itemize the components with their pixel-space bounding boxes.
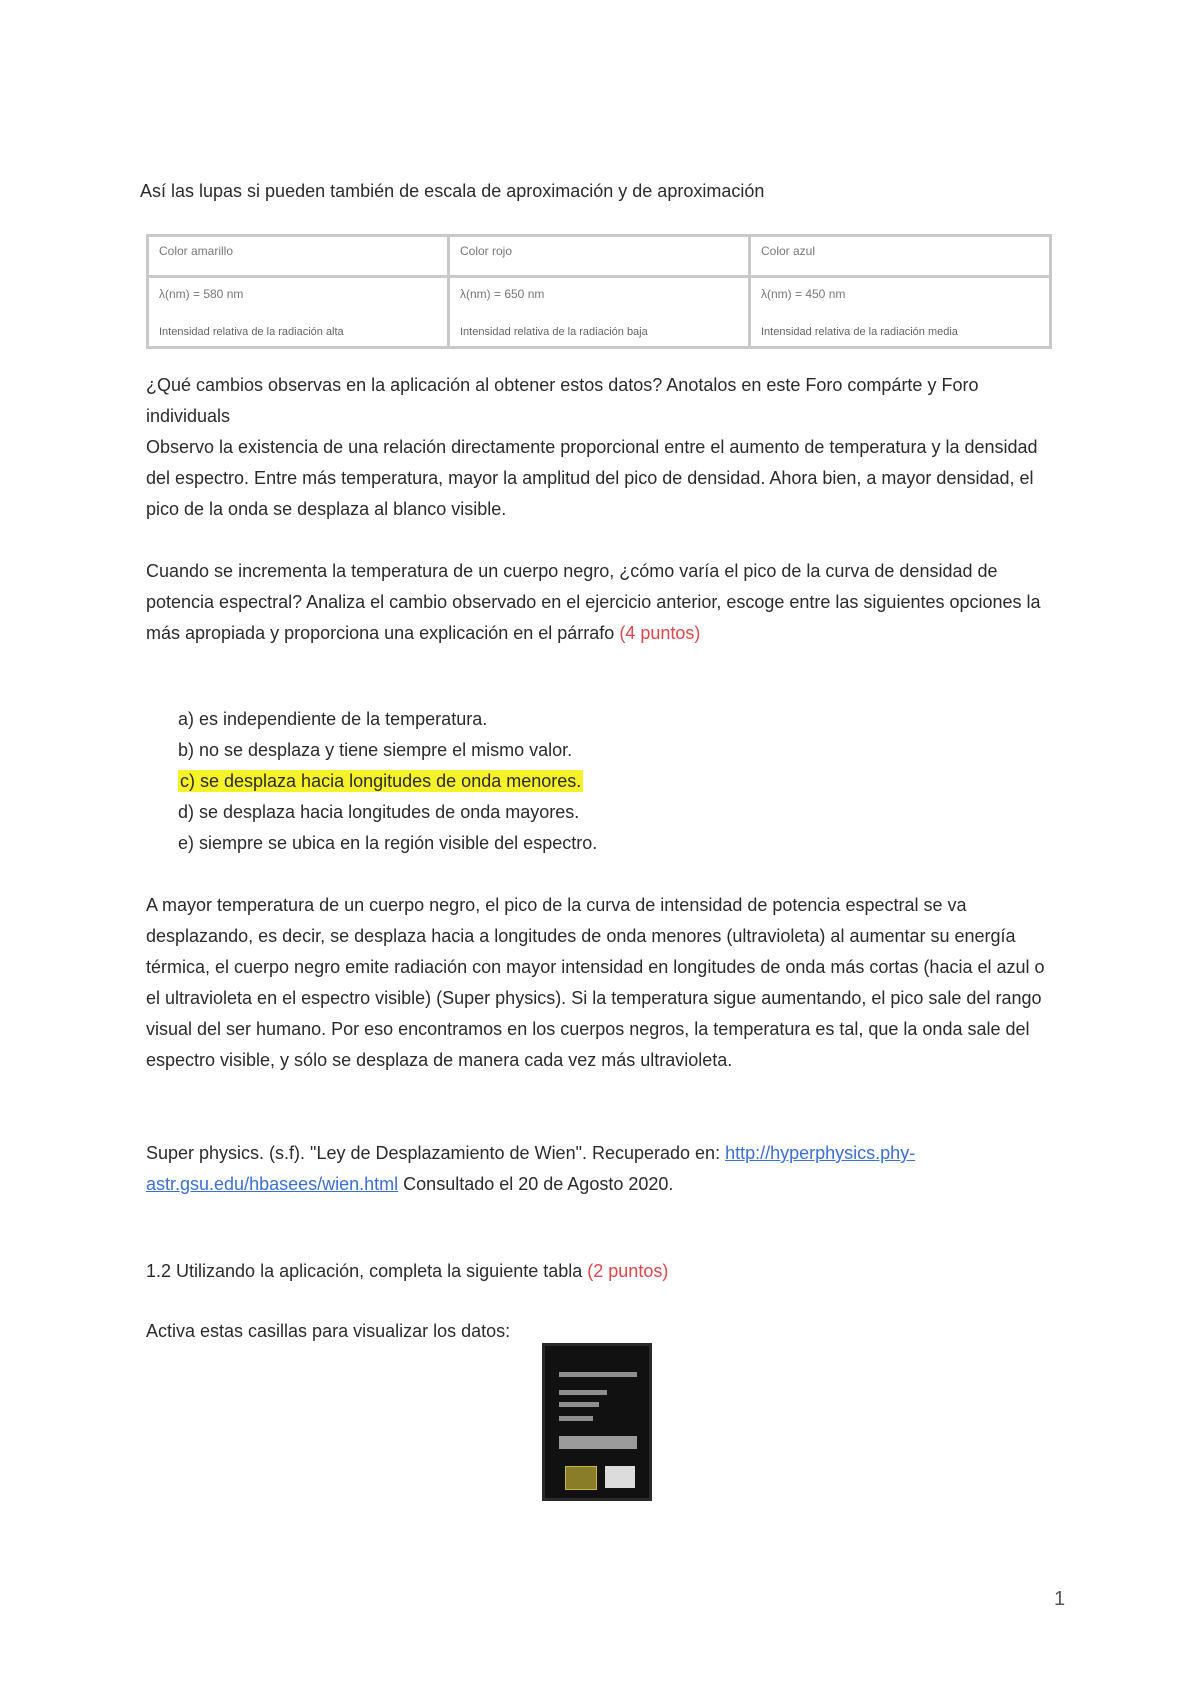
thumbnail-text-line bbox=[559, 1416, 593, 1421]
table-cell-value: λ(nm) = 650 nm bbox=[460, 287, 545, 301]
table-cell bbox=[148, 277, 449, 348]
option-c bbox=[178, 766, 597, 797]
table-cell-value: λ(nm) = 450 nm bbox=[761, 287, 846, 301]
table-cell bbox=[750, 277, 1051, 348]
table-header-cell: Color amarillo bbox=[148, 236, 449, 277]
thumbnail-text-line bbox=[559, 1372, 637, 1377]
citation-prefix: Super physics. (s.f). "Ley de Desplazamiento de Wien". Recuperado en: bbox=[146, 1143, 721, 1163]
page-number: 1 bbox=[1054, 1588, 1066, 1610]
table-cell-value: λ(nm) = 580 nm bbox=[159, 287, 244, 301]
explanation-paragraph: A mayor temperatura de un cuerpo negro, el pico de la curva de intensidad de potencia espectral se va desplazando, es decir, se desplaza hacia a longitudes de onda menores (ultravioleta) al aumentar su energía térmica, el cuerpo negro emite radiación con mayor intensidad en longitudes de onda más cortas (hacia el azul o el ultravioleta en el espectro visible) (Super physics). Si la temperatura sigue aumentando, el pico sale del rango visual del ser humano. Por eso encontramos en los cuerpos negros, la temperatura es tal, que la onda sale del espectro visible, y sólo se desplaza de manera cada vez más ultravioleta. bbox=[146, 895, 1045, 1070]
thumbnail-slider bbox=[559, 1436, 637, 1449]
citation-suffix: Consultado el 20 de Agosto 2020. bbox=[403, 1174, 674, 1194]
thumbnail-text-line bbox=[559, 1390, 607, 1395]
option-e: e) siempre se ubica en la región visible del espectro. bbox=[178, 833, 598, 853]
section-heading-text: 1.2 Utilizando la aplicación, completa la siguiente tabla bbox=[146, 1261, 583, 1281]
option-a: a) es independiente de la temperatura. bbox=[178, 709, 488, 729]
color-data-table bbox=[146, 234, 1052, 349]
highlighted-option: c) se desplaza hacia longitudes de onda menores. bbox=[180, 771, 582, 791]
section-points: (2 puntos) bbox=[587, 1261, 669, 1281]
option-b: b) no se desplaza y tiene siempre el mismo valor. bbox=[178, 740, 573, 760]
citation bbox=[146, 1138, 1050, 1200]
question-2-text: Cuando se incrementa la temperatura de un cuerpo negro, ¿cómo varía el pico de la curva de densidad de potencia espectral? Analiza el cambio observado en el ejercicio anterior, escoge entre las siguientes opciones la más apropiada y proporciona una explicación en el párrafo bbox=[146, 561, 1041, 643]
table-cell bbox=[449, 277, 750, 348]
thumbnail-text-line bbox=[559, 1402, 599, 1407]
question-1: ¿Qué cambios observas en la aplicación al obtener estos datos? Anotalos en este Foro compárte y Foro individuals bbox=[146, 375, 979, 426]
table-cell-note: Intensidad relativa de la radiación media bbox=[761, 326, 958, 338]
answer-1: Observo la existencia de una relación directamente proporcional entre el aumento de temperatura y la densidad del espectro. Entre más temperatura, mayor la amplitud del pico de densidad. Ahora bien, a mayor densidad, el pico de la onda se desplaza al blanco visible. bbox=[146, 437, 1038, 519]
citation-link[interactable]: http://hyperphysics.phy-astr.gsu.edu/hbasees/wien.html bbox=[146, 1143, 916, 1194]
table-cell-note: Intensidad relativa de la radiación alta bbox=[159, 326, 344, 338]
table-cell-note: Intensidad relativa de la radiación baja bbox=[460, 326, 648, 338]
table-header-cell: Color rojo bbox=[449, 236, 750, 277]
activate-instructions: Activa estas casillas para visualizar los datos: bbox=[146, 1321, 511, 1341]
answer-options bbox=[178, 704, 597, 859]
question-2-points: (4 puntos) bbox=[619, 623, 701, 643]
table-caption: Así las lupas si pueden también de escala de aproximación y de aproximación bbox=[140, 181, 765, 201]
question-2 bbox=[146, 556, 1050, 649]
section-heading bbox=[146, 1256, 1050, 1287]
table-header-cell: Color azul bbox=[750, 236, 1051, 277]
thumbnail-checkbox-icon bbox=[565, 1466, 597, 1490]
option-d: d) se desplaza hacia longitudes de onda mayores. bbox=[178, 802, 580, 822]
thumbnail-checkbox-icon bbox=[605, 1466, 635, 1488]
app-screenshot-thumbnail bbox=[542, 1343, 652, 1501]
